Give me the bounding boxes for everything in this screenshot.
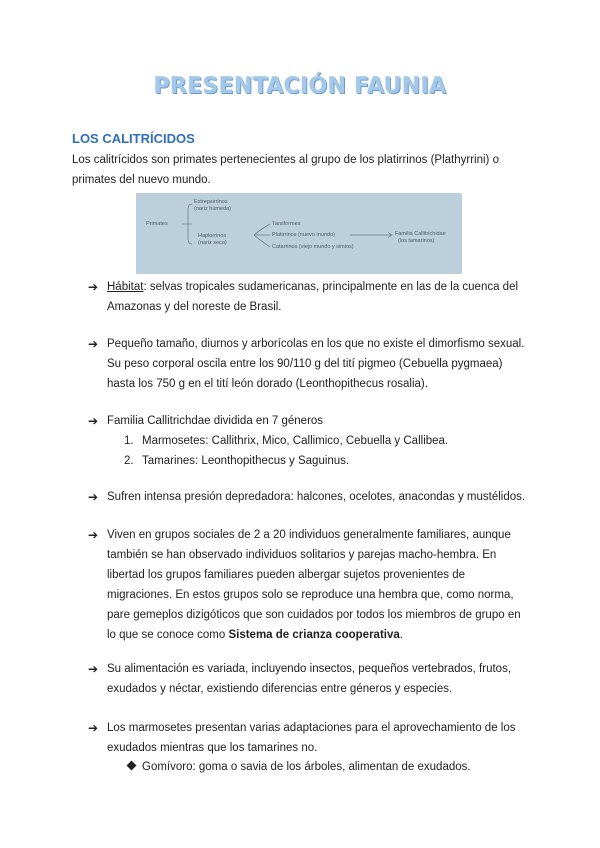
bullet-size [88,334,528,394]
list-number: 2. [124,455,134,467]
arrow-icon: ➔ [88,280,99,294]
diagram-sub-2: Platirrinos (nuevo mundo) [272,232,335,238]
diagram-upper-1: Estrepsirrinos [194,199,228,205]
bullet-family [88,411,528,431]
family-list-item [124,431,448,451]
diamond-bullet-icon [127,761,137,771]
family-list-item [124,451,349,471]
diet-text: Su alimentación es variada, incluyendo insectos, pequeños vertebrados, frutos, exudados y néctar, existiendo diferencias entre géneros y especies. [107,663,512,695]
arrow-icon: ➔ [88,721,99,735]
diagram-target-1: Familia Callitrichidae [395,231,446,237]
arrow-icon: ➔ [88,662,99,676]
predation-text: Sufren intensa presión depredadora: halcones, ocelotes, anacondas y mustélidos. [107,491,526,503]
diagram-target-2: (los tamarinos) [398,238,435,244]
arrow-icon: ➔ [88,528,99,542]
habitat-text: : selvas tropicales sudamericanas, principalmente en las de la cuenca del Amazonas y del noreste de Brasil. [107,281,519,313]
list-number: 1. [124,435,134,447]
page-title: PRESENTACIÓN FAUNIA [153,74,447,99]
bullet-predation [88,487,528,507]
section-heading: LOS CALITRÍCIDOS [72,131,195,146]
family-text: Familia Callitrichdae dividida en 7 géneros [107,415,324,427]
diagram-lower-2: (nariz seca) [198,240,227,246]
social-text: Viven en grupos sociales de 2 a 20 individuos generalmente familiares, aunque también se han observado individuos solitarios y parejas macho-hembra. En libertad los grupos familiares pueden albergar sujetos provenientes de migraciones. En estos grupos solo se reproduce una hembra que, como norma, pare gemeplos dizigóticos que son cuidados por todos los miembros de grupo en lo que se conoce como [107,529,521,641]
list-text: Marmosetes: Callithrix, Mico, Callimico, Cebuella y Callibea. [142,435,449,447]
classification-diagram [136,193,462,274]
gomivoro-text: Gomívoro: goma o savia de los árboles, alimentan de exudados. [142,761,471,773]
habitat-label: Hábitat [107,281,144,293]
intro-paragraph: Los calitrícidos son primates pertenecientes al grupo de los platirrinos (Plathyrrini) o primates del nuevo mundo. [72,154,499,186]
arrow-icon: ➔ [88,337,99,351]
bullet-diet [88,659,528,699]
diagram-upper-2: (nariz húmeda) [194,206,231,212]
social-end: . [399,629,403,641]
diagram-root: Primates [146,221,168,227]
marmosets-text: Los marmosetes presentan varias adaptaciones para el aprovechamiento de los exudados mientras que los tamarines no. [107,722,516,754]
bullet-habitat [88,277,528,317]
arrow-icon: ➔ [88,490,99,504]
diagram-sub-1: Tarsiformes [272,221,301,227]
list-text: Tamarines: Leonthopithecus y Saguinus. [142,455,350,467]
social-bold: Sistema de crianza cooperativa [228,629,400,641]
gomivoro-item [128,757,471,777]
diagram-lower-1: Haplorrinos [198,233,227,239]
arrow-icon: ➔ [88,414,99,428]
bullet-marmosets [88,718,528,758]
diagram-sub-3: Catarrinos (viejo mundo y simios) [272,244,354,250]
bullet-social [88,525,528,645]
size-text: Pequeño tamaño, diurnos y arborícolas en los que no existe el dimorfismo sexual. Su peso corporal oscila entre los 90/110 g del tití pigmeo (Cebuella pygmaea) hasta los 750 g en el tití león dorado (Leonthopithecus rosalia). [107,338,525,390]
